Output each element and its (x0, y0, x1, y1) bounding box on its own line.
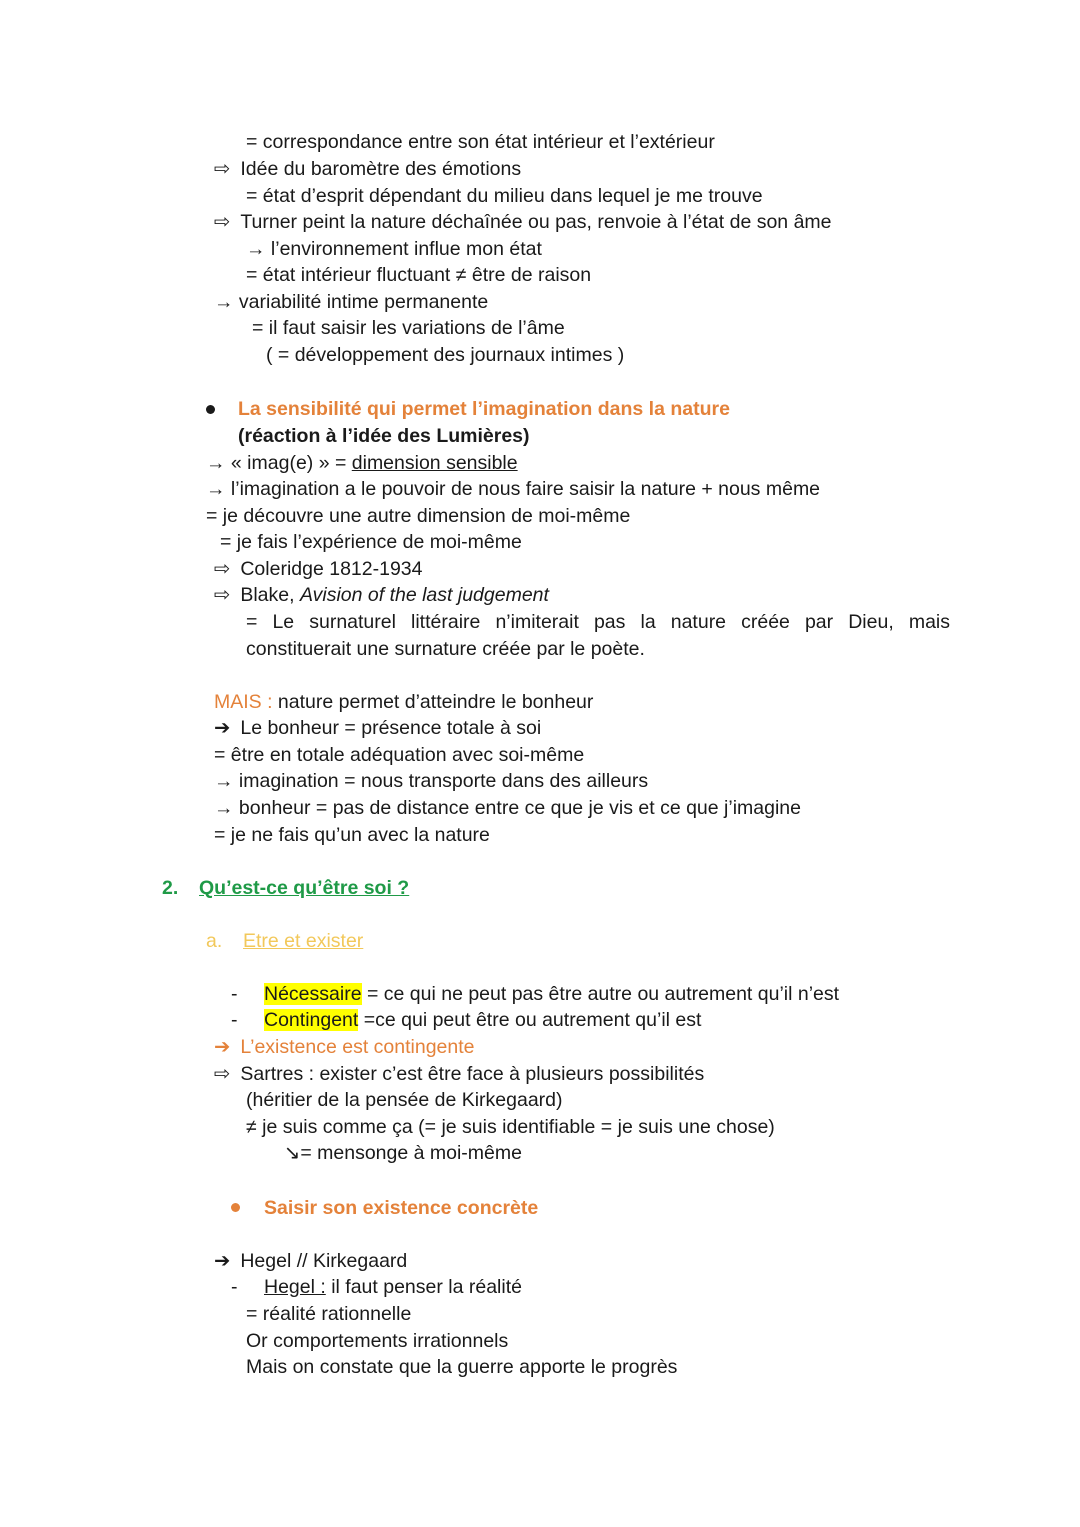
arrow-outline-icon: ⇨ (214, 211, 231, 233)
text-line: → imagination = nous transporte dans des ailleurs (214, 770, 649, 792)
text-line: ( = développement des journaux intimes ) (266, 344, 625, 366)
dash-icon: - (231, 1276, 238, 1298)
section-heading: La sensibilité qui permet l’imagination dans la nature (238, 398, 730, 420)
section-subheading: (réaction à l’idée des Lumières) (238, 425, 530, 447)
text-line: = Le surnaturel littéraire n’imiterait pas la nature créée par Dieu, mais (246, 611, 950, 633)
text-line (206, 450, 518, 476)
text-line (214, 1248, 407, 1274)
text-line: constituerait une surnature créée par le poète. (246, 638, 645, 660)
arrow-outline-icon: ⇨ (214, 1063, 231, 1085)
text-fragment: Blake, (240, 584, 300, 606)
text-line: ≠ je suis comme ça (= je suis identifiable = je suis une chose) (246, 1116, 775, 1138)
bullet-icon (231, 1203, 240, 1212)
text-line: → variabilité intime permanente (214, 291, 489, 313)
text-fragment: L’existence est contingente (240, 1036, 475, 1058)
arrow-outline-icon: ⇨ (214, 558, 231, 580)
text-line: → bonheur = pas de distance entre ce que je vis et ce que j’imagine (214, 797, 801, 819)
text-fragment: Sartres : exister c’est être face à plusieurs possibilités (240, 1063, 705, 1085)
text-line: = état intérieur fluctuant ≠ être de raison (246, 264, 592, 286)
text-fragment: =ce qui peut être ou autrement qu’il est (358, 1009, 702, 1031)
part-title: Qu’est-ce qu’être soi ? (199, 877, 410, 899)
text-fragment: Hegel // Kirkegaard (240, 1250, 408, 1272)
text-line: = je découvre une autre dimension de moi-même (206, 505, 631, 527)
text-line: = je ne fais qu’un avec la nature (214, 824, 490, 846)
text-fragment: = ce qui ne peut pas être autre ou autrement qu’il n’est (361, 983, 840, 1005)
dash-icon: - (231, 983, 238, 1005)
part-number: 2. (162, 877, 179, 899)
arrow-bold-icon: ➔ (214, 1036, 231, 1058)
book-title: Avision of the last judgement (299, 584, 549, 606)
text-fragment: Le bonheur = présence totale à soi (240, 717, 542, 739)
text-fragment: Coleridge 1812-1934 (240, 558, 423, 580)
text-line (214, 1034, 475, 1060)
subsection-letter: a. (206, 930, 223, 952)
text-line (214, 209, 832, 235)
definition-line (264, 1007, 701, 1033)
text-line (214, 689, 593, 715)
text-line (264, 1274, 522, 1300)
text-line: → l’imagination a le pouvoir de nous faire saisir la nature + nous même (206, 478, 821, 500)
text-line: ↘= mensonge à moi-même (284, 1142, 522, 1164)
text-line: = je fais l’expérience de moi-même (220, 531, 522, 553)
text-line: = état d’esprit dépendant du milieu dans lequel je me trouve (246, 185, 763, 207)
text-line: = il faut saisir les variations de l’âme (252, 317, 565, 339)
text-line: → l’environnement influe mon état (246, 238, 542, 260)
text-line (214, 556, 422, 582)
text-line: (héritier de la pensée de Kirkegaard) (246, 1089, 563, 1111)
dash-icon: - (231, 1009, 238, 1031)
text-line (214, 715, 541, 741)
arrow-bold-icon: ➔ (214, 1250, 231, 1272)
bullet-icon (206, 405, 215, 414)
text-line (214, 156, 521, 182)
section-heading: Saisir son existence concrète (264, 1197, 539, 1219)
text-line (214, 582, 549, 608)
arrow-outline-icon: ⇨ (214, 158, 231, 180)
highlighted-term: Nécessaire (264, 983, 362, 1005)
arrow-outline-icon: ⇨ (214, 584, 231, 606)
arrow-bold-icon: ➔ (214, 717, 231, 739)
mais-label: MAIS : (214, 691, 273, 713)
underlined-term: Hegel : (264, 1276, 326, 1298)
underlined-term: dimension sensible (351, 452, 518, 474)
text-line: = correspondance entre son état intérieur et l’extérieur (246, 131, 715, 153)
definition-line (264, 981, 839, 1007)
text-fragment: nature permet d’atteindre le bonheur (272, 691, 594, 713)
text-line: Mais on constate que la guerre apporte le progrès (246, 1356, 678, 1378)
subsection-title: Etre et exister (243, 930, 364, 952)
text-line: Or comportements irrationnels (246, 1330, 509, 1352)
text-fragment: il faut penser la réalité (325, 1276, 522, 1298)
text-line (214, 1061, 704, 1087)
text-line: Turner peint la nature déchaînée ou pas, renvoie à l’état de son âme (240, 211, 832, 233)
text-fragment: → « imag(e) » = (206, 452, 352, 474)
text-line: = être en totale adéquation avec soi-même (214, 744, 585, 766)
highlighted-term: Contingent (264, 1009, 359, 1031)
text-line: = réalité rationnelle (246, 1303, 412, 1325)
text-line: Idée du baromètre des émotions (240, 158, 522, 180)
